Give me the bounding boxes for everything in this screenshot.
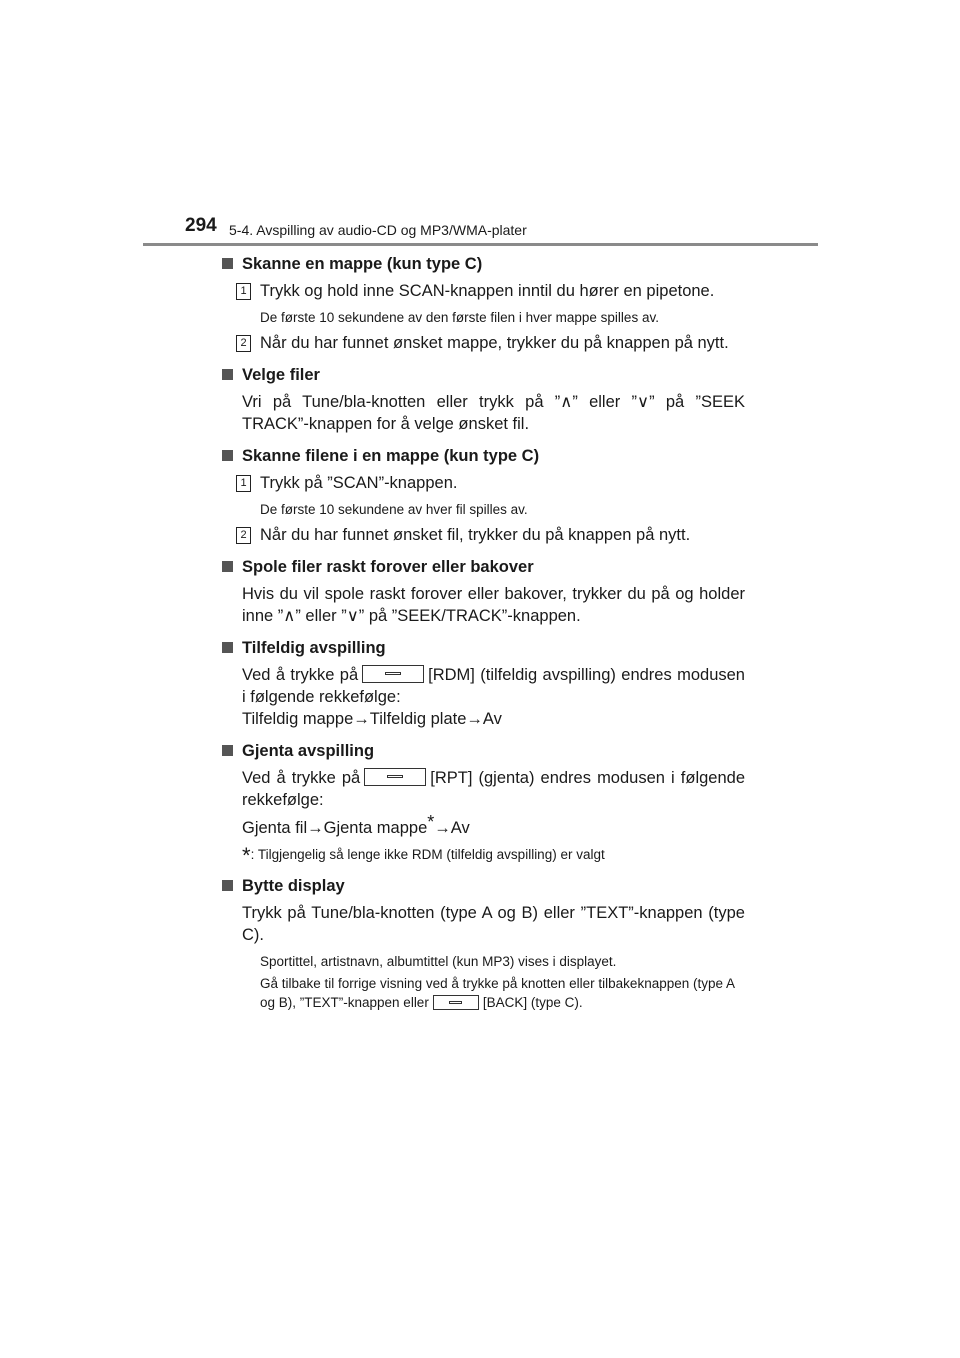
step-item (222, 472, 745, 494)
step-number-badge: 1 (236, 283, 251, 300)
footnote-marker: * (242, 843, 251, 868)
preset-button-icon (364, 768, 426, 786)
note-text: De første 10 sekundene av hver fil spilles av. (260, 502, 528, 517)
page-number: 294 (185, 215, 217, 236)
square-bullet-icon (222, 561, 233, 572)
heading-select-files: Velge filer (222, 364, 745, 386)
step-item (222, 524, 745, 546)
preset-button-icon (362, 665, 424, 683)
heading-display: Bytte display (222, 875, 745, 897)
heading-scan-folder: Skanne en mappe (kun type C) (222, 253, 745, 275)
page-content (222, 253, 745, 1012)
body-text: Trykk på Tune/bla-knotten (type A og B) eller ”TEXT”-knappen (type C). (242, 904, 745, 944)
square-bullet-icon (222, 745, 233, 756)
step-number-badge: 1 (236, 475, 251, 492)
section-title: 5-4. Avspilling av audio-CD og MP3/WMA-plater (229, 222, 527, 238)
step-item (222, 332, 745, 354)
body-text: Ved å trykke på [RDM] (tilfeldig avspilling) endres modusen i følgende rekkefølge: Tilfeldig mappe→Tilfeldig plate→Av (242, 666, 745, 728)
mode-sequence: Tilfeldig mappe→Tilfeldig plate→Av (242, 710, 502, 728)
step-text: Trykk på ”SCAN”-knappen. (260, 474, 458, 492)
square-bullet-icon (222, 880, 233, 891)
footnote-marker: * (427, 812, 435, 832)
square-bullet-icon (222, 642, 233, 653)
heading-random: Tilfeldig avspilling (222, 637, 745, 659)
body-text: Ved å trykke på [RPT] (gjenta) endres modusen i følgende rekkefølge: Gjenta fil→Gjenta mappe*→Av (242, 769, 745, 837)
note-text: De første 10 sekundene av den første filen i hver mappe spilles av. (260, 310, 659, 325)
note-text: Gå tilbake til forrige visning ved å trykke på knotten eller tilbakeknappen (type A og B), ”TEXT”-knappen eller [BACK] (type C). (260, 976, 735, 1010)
step-text: Trykk og hold inne SCAN-knappen inntil du hører en pipetone. (260, 282, 715, 300)
body-text: Vri på Tune/bla-knotten eller trykk på ”∧” eller ”∨” på ”SEEK TRACK”-knappen for å velge ønsket fil. (242, 393, 745, 433)
body-text: Hvis du vil spole raskt forover eller bakover, trykker du på og holder inne ”∧” eller ”∨” på ”SEEK/TRACK”-knappen. (242, 585, 745, 625)
square-bullet-icon (222, 369, 233, 380)
heading-fast-forward: Spole filer raskt forover eller bakover (222, 556, 745, 578)
mode-sequence: Gjenta fil→Gjenta mappe*→Av (242, 812, 470, 837)
note-text: Sportittel, artistnavn, albumtittel (kun MP3) vises i displayet. (260, 954, 617, 969)
heading-repeat: Gjenta avspilling (222, 740, 745, 762)
step-text: Når du har funnet ønsket mappe, trykker du på knappen på nytt. (260, 334, 729, 352)
step-number-badge: 2 (236, 335, 251, 352)
preset-button-icon (433, 995, 479, 1010)
footnote: *: Tilgjengelig så lenge ikke RDM (tilfeldig avspilling) er valgt (242, 843, 605, 868)
step-text: Når du har funnet ønsket fil, trykker du på knappen på nytt. (260, 526, 691, 544)
heading-scan-files: Skanne filene i en mappe (kun type C) (222, 445, 745, 467)
step-number-badge: 2 (236, 527, 251, 544)
header-divider (143, 243, 818, 246)
square-bullet-icon (222, 450, 233, 461)
step-item (222, 280, 745, 302)
square-bullet-icon (222, 258, 233, 269)
